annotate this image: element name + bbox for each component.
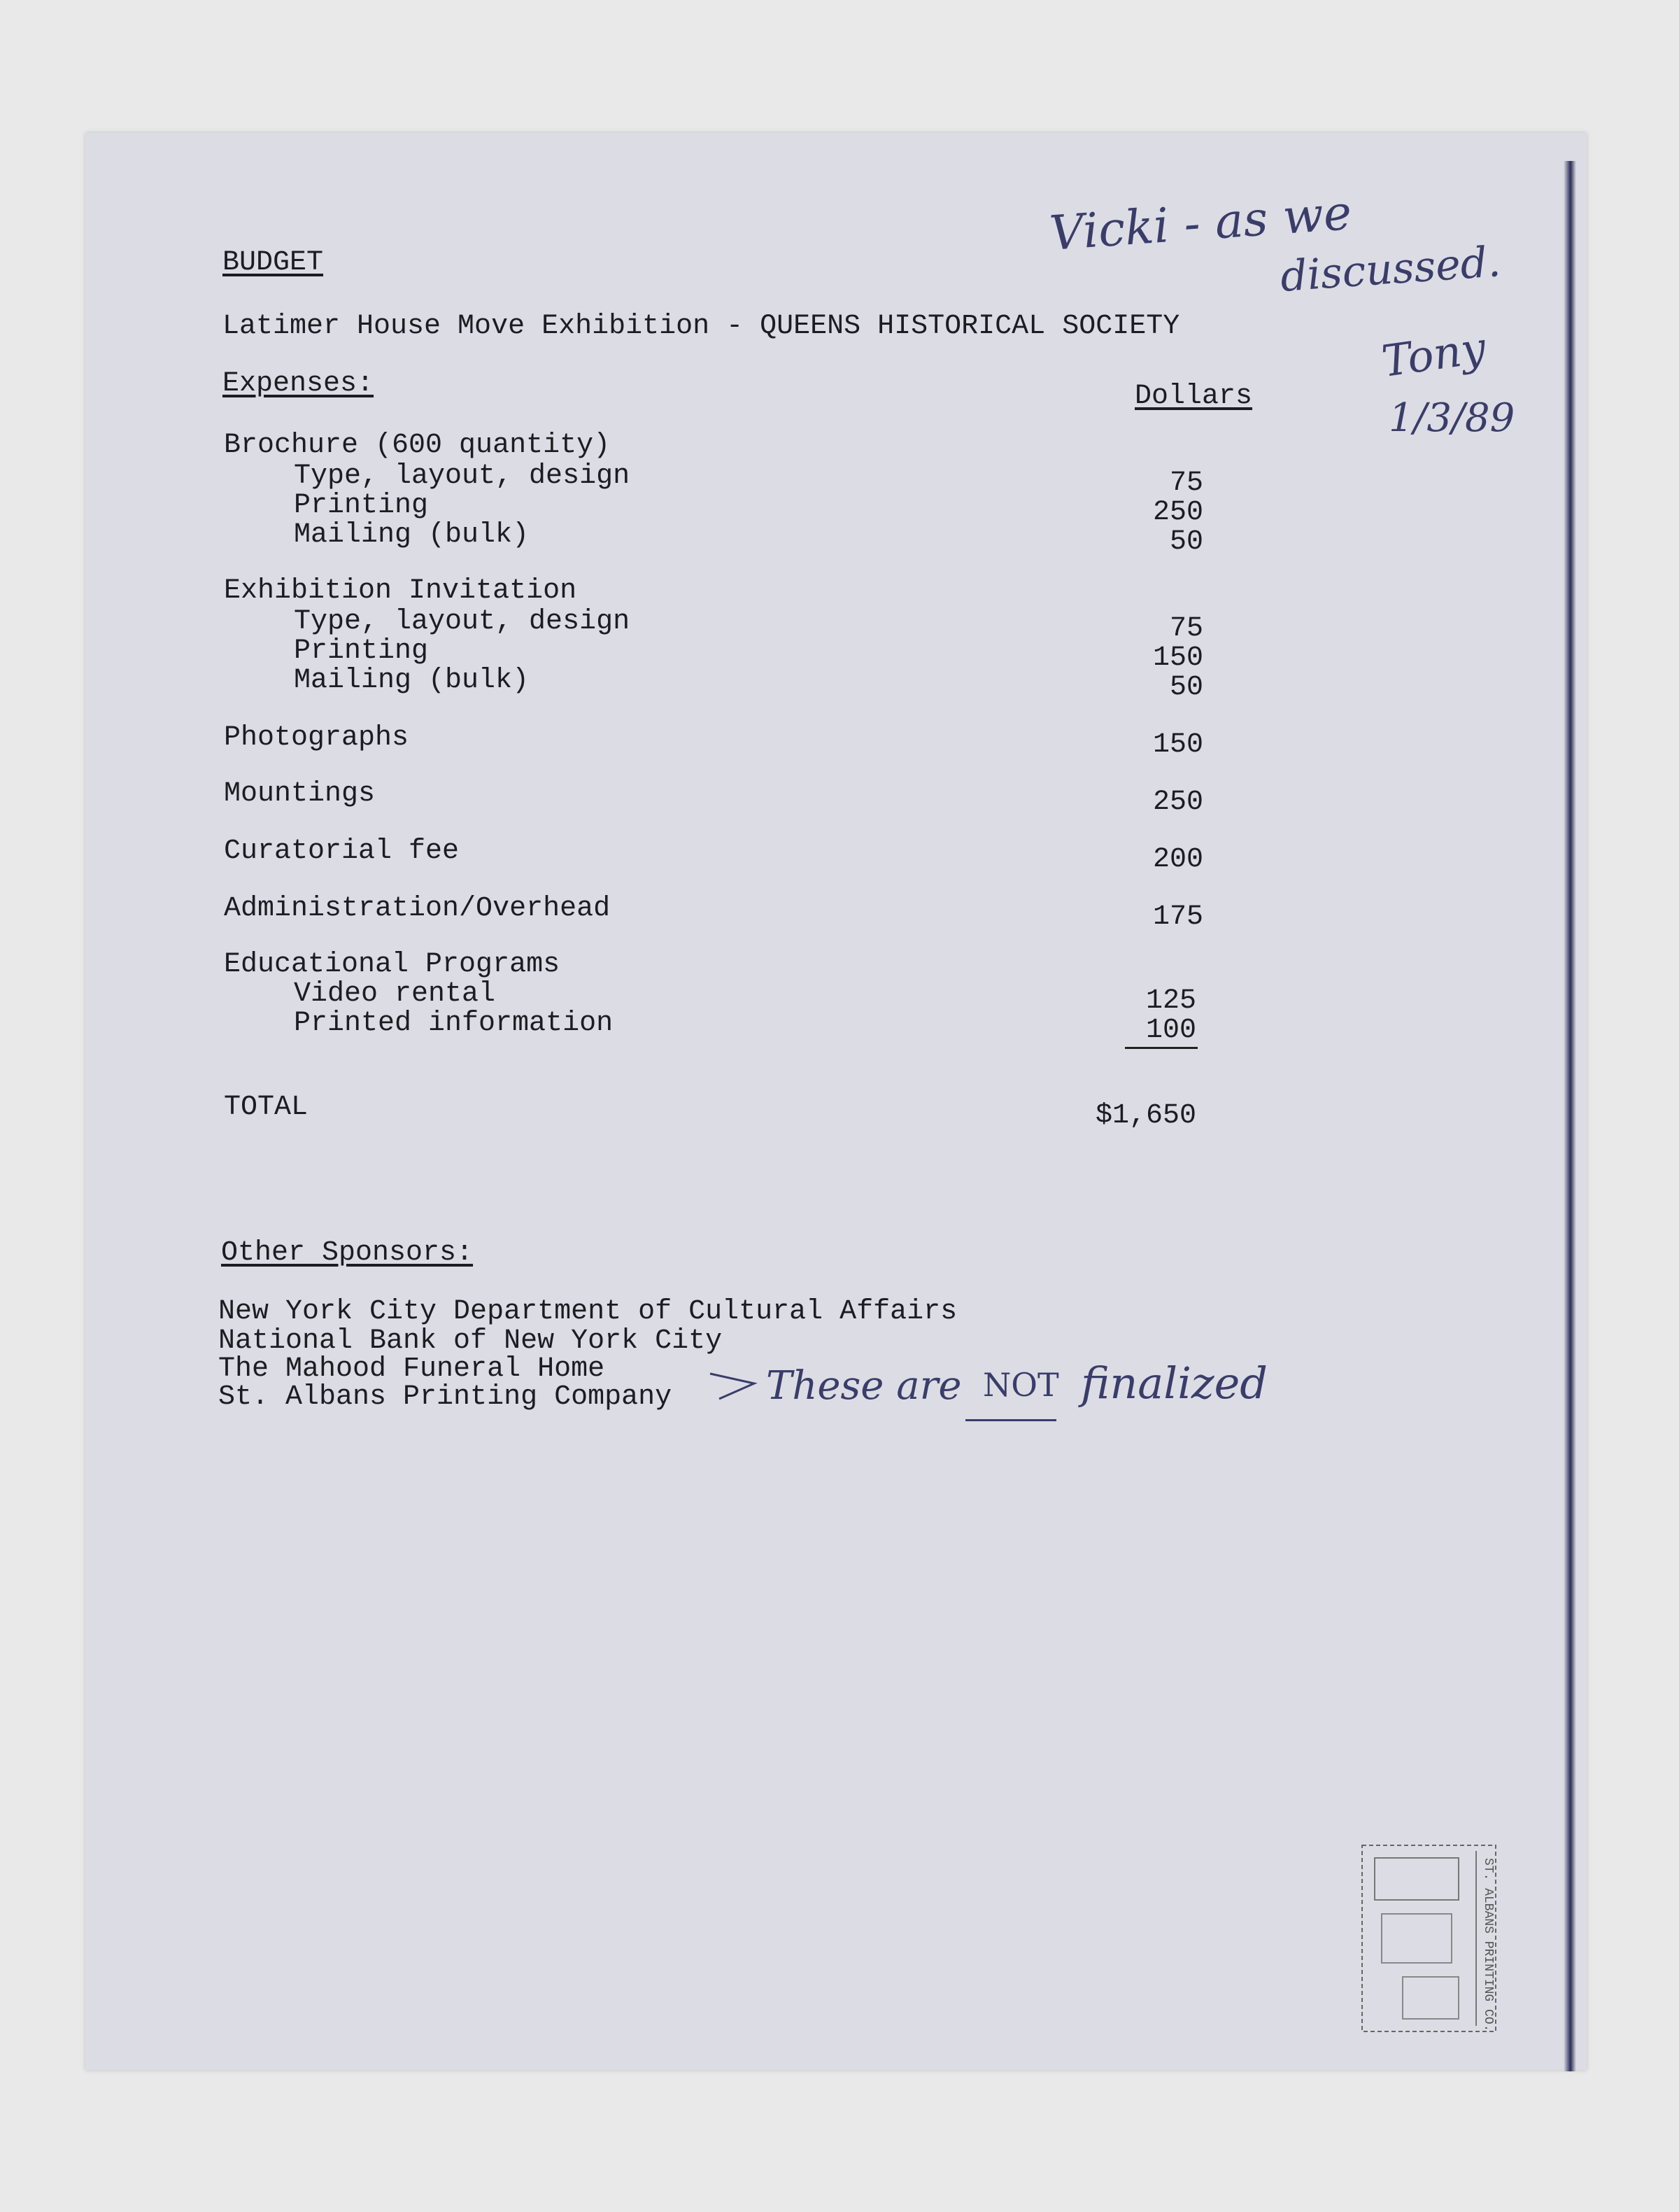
svg-text:ST. ALBANS PRINTING CO.: ST. ALBANS PRINTING CO. — [1481, 1858, 1495, 2032]
expense-item-value: 50 — [1169, 672, 1203, 703]
sponsors-heading: Other Sponsors: — [221, 1237, 474, 1269]
expense-item-label: Printing — [294, 490, 429, 521]
expense-item-value: 250 — [1152, 497, 1203, 528]
expense-item-label: Mailing (bulk) — [294, 519, 530, 551]
handwritten-note: NOT — [983, 1366, 1059, 1404]
expense-item-label: Printing — [294, 635, 429, 667]
expense-value: 175 — [1152, 901, 1203, 933]
document-page — [85, 133, 1587, 2070]
handwritten-note: These are — [766, 1363, 962, 1409]
total-label: TOTAL — [224, 1092, 309, 1123]
expense-label: Photographs — [224, 722, 409, 754]
budget-heading: BUDGET — [222, 247, 324, 279]
expenses-label: Expenses: — [222, 368, 374, 400]
expense-item-value: 75 — [1169, 613, 1203, 644]
expense-item-value: 150 — [1152, 642, 1203, 674]
sponsor-item: New York City Department of Cultural Affairs — [218, 1296, 958, 1327]
handwritten-note: finalized — [1081, 1358, 1268, 1409]
dollars-column-label: Dollars — [1135, 381, 1253, 412]
page-edge-shadow — [1564, 161, 1576, 2071]
expense-group-label: Exhibition Invitation — [224, 575, 577, 607]
bracket-arrow-icon — [707, 1368, 763, 1403]
handwritten-note: Vicki - as we — [1047, 185, 1354, 262]
expense-item-value: 125 — [1145, 985, 1196, 1017]
sponsor-item: The Mahood Funeral Home — [218, 1353, 605, 1385]
expense-item-value: 75 — [1169, 467, 1203, 499]
expense-value: 150 — [1152, 729, 1203, 761]
expense-value: 250 — [1152, 787, 1203, 818]
expense-label: Mountings — [224, 778, 376, 810]
expense-value: 200 — [1152, 844, 1203, 875]
document-subtitle: Latimer House Move Exhibition - QUEENS HISTORICAL SOCIETY — [222, 311, 1180, 342]
sponsor-item: St. Albans Printing Company — [218, 1381, 672, 1413]
expense-item-value: 100 — [1145, 1015, 1196, 1046]
expense-item-label: Type, layout, design — [294, 460, 630, 492]
handwritten-date: 1/3/89 — [1389, 395, 1515, 441]
expense-group-label: Educational Programs — [224, 949, 560, 980]
expense-item-label: Mailing (bulk) — [294, 665, 530, 696]
archival-stamp — [1361, 1844, 1497, 2033]
handwritten-note: discussed. — [1278, 237, 1503, 302]
sponsor-item: National Bank of New York City — [218, 1325, 723, 1357]
expense-item-label: Type, layout, design — [294, 606, 630, 637]
expense-label: Curatorial fee — [224, 836, 460, 867]
expense-label: Administration/Overhead — [224, 893, 611, 924]
expense-group-label: Brochure (600 quantity) — [224, 430, 611, 461]
subtotal-rule — [1125, 1047, 1198, 1049]
total-value: $1,650 — [1095, 1100, 1196, 1132]
expense-item-label: Printed information — [294, 1008, 614, 1039]
handwritten-initials: Tony — [1378, 321, 1489, 388]
handwritten-underline — [965, 1419, 1056, 1421]
expense-item-label: Video rental — [294, 978, 496, 1010]
expense-item-value: 50 — [1169, 526, 1203, 558]
